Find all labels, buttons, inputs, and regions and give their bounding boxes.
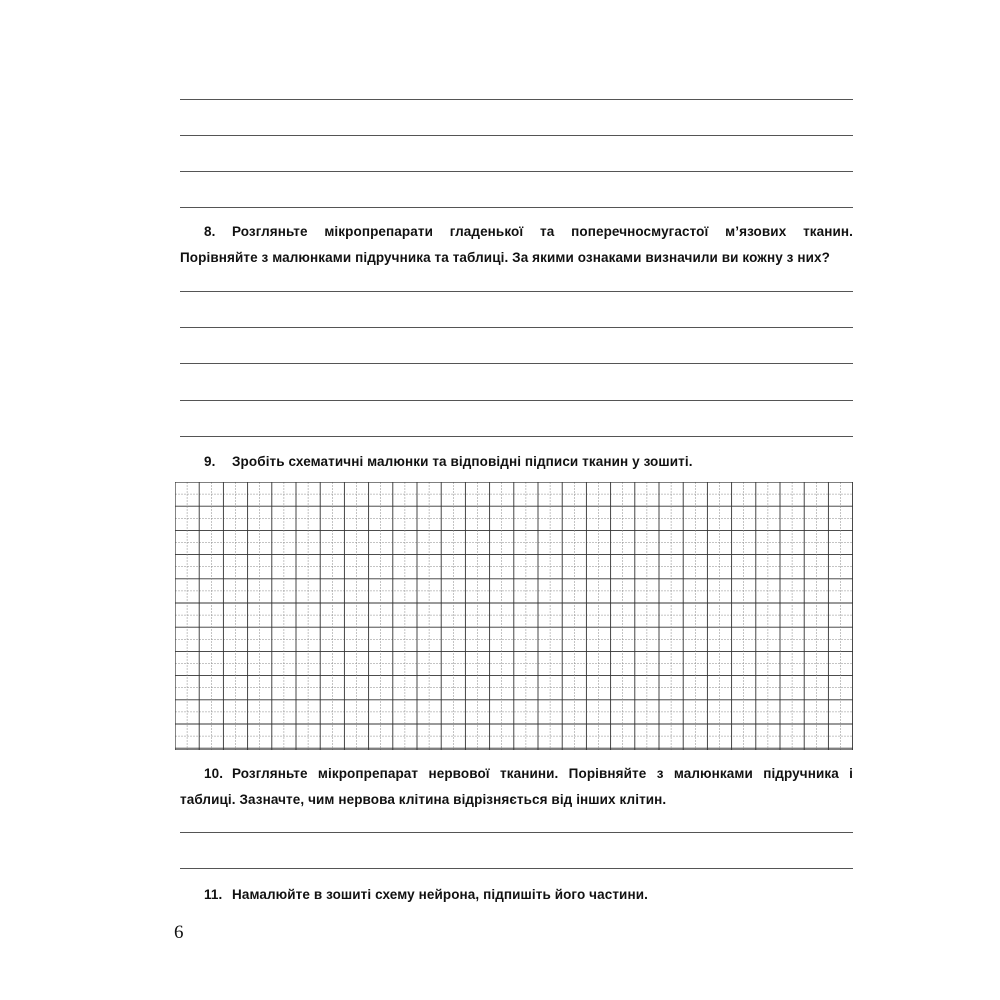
answer-line [180, 135, 853, 136]
task-text: Намалюйте в зошиті схему нейрона, підпишіть його частини. [232, 887, 648, 902]
answer-line [180, 363, 853, 364]
task-number: 10. [204, 766, 224, 781]
answer-line [180, 99, 853, 100]
task-9 [180, 449, 853, 475]
answer-line [180, 400, 853, 401]
task-number: 8. [204, 224, 216, 239]
drawing-grid [175, 482, 853, 750]
task-11 [180, 882, 853, 908]
answer-line [180, 436, 853, 437]
task-8 [180, 219, 853, 271]
task-text: Розгляньте мікропрепарат нервової тканини. Порівняйте з малюнками підручника і таблиці. Зазначте, чим нервова клітина відрізняється від інших клітин. [180, 766, 853, 807]
task-text: Зробіть схематичні малюнки та відповідні підписи тканин у зошиті. [232, 454, 693, 469]
task-number: 11. [204, 887, 223, 902]
answer-line [180, 207, 853, 208]
answer-line [180, 291, 853, 292]
answer-line [180, 327, 853, 328]
answer-line [180, 868, 853, 869]
task-number: 9. [204, 454, 216, 469]
answer-line [180, 832, 853, 833]
task-text: Розгляньте мікропрепарати гладенької та поперечносмугастої м’язових тканин. Порівняйте з малюнками підручника та таблиці. За якими ознаками визначили ви кожну з них? [180, 224, 853, 265]
task-10 [180, 761, 853, 813]
answer-line [180, 171, 853, 172]
page-number: 6 [174, 922, 184, 943]
